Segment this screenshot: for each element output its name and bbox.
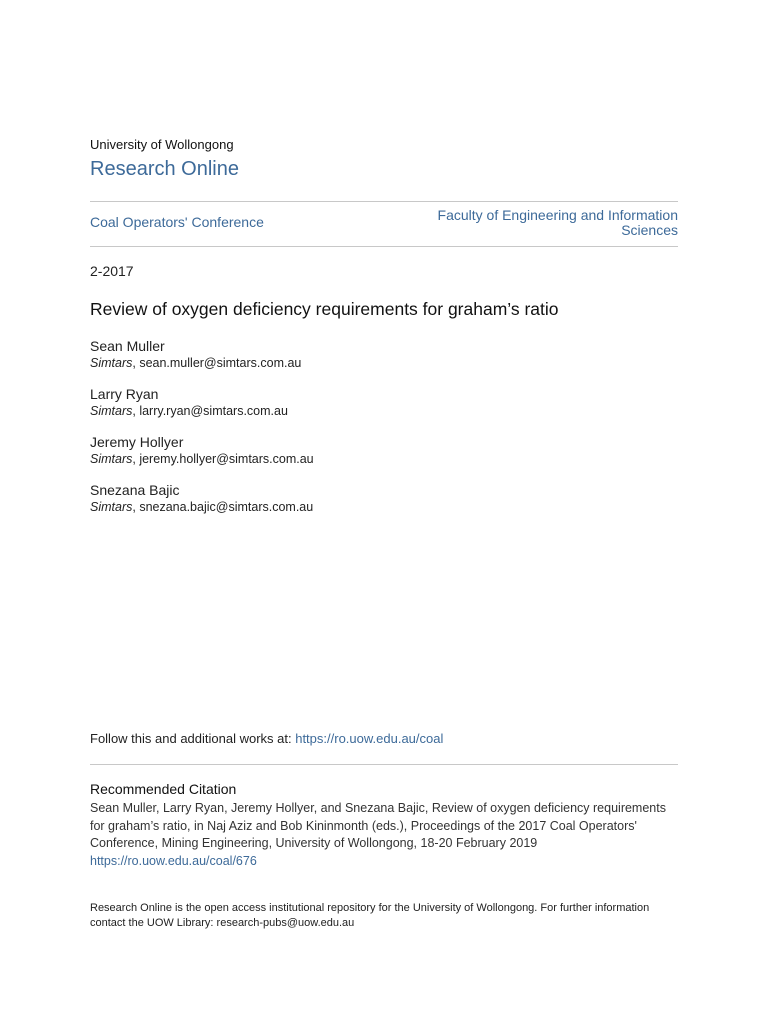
publication-date: 2-2017 — [90, 263, 134, 279]
citation-url-link[interactable]: https://ro.uow.edu.au/coal/676 — [90, 853, 257, 868]
repository-link[interactable]: Research Online — [90, 158, 239, 180]
author-email: , larry.ryan@simtars.com.au — [132, 404, 288, 418]
author-affiliation — [90, 500, 590, 515]
citation-text: Sean Muller, Larry Ryan, Jeremy Hollyer, and Snezana Bajic, Review of oxygen deficiency requirements for graham’s ratio, in Naj Aziz and Bob Kininmonth (eds.), Proceedings of the 2017 Coal Operators' Conference, Mining Engineering, University of Wollongong, 18-20 February 2019 — [90, 801, 666, 850]
citation-heading: Recommended Citation — [90, 781, 237, 797]
divider — [90, 764, 678, 765]
author-name: Jeremy Hollyer — [90, 434, 184, 450]
citation-body — [90, 800, 680, 870]
author-entry — [90, 434, 590, 467]
footer-note: Research Online is the open access institutional repository for the University of Wollongong. For further information contact the UOW Library: research-pubs@uow.edu.au — [90, 902, 650, 929]
divider — [90, 246, 678, 247]
author-name: Sean Muller — [90, 338, 165, 354]
author-affiliation — [90, 452, 590, 467]
author-entry — [90, 482, 590, 515]
author-name: Snezana Bajic — [90, 482, 180, 498]
faculty-link[interactable]: Faculty of Engineering and Information Sciences — [437, 207, 678, 238]
author-entry — [90, 386, 590, 419]
author-name: Larry Ryan — [90, 386, 159, 402]
author-email: , sean.muller@simtars.com.au — [132, 356, 302, 370]
affiliation-name: Simtars — [90, 452, 133, 466]
follow-line — [90, 731, 443, 746]
paper-title: Review of oxygen deficiency requirements for graham’s ratio — [90, 299, 559, 319]
author-affiliation — [90, 404, 590, 419]
divider — [90, 201, 678, 202]
author-affiliation — [90, 356, 590, 371]
affiliation-name: Simtars — [90, 356, 133, 370]
affiliation-name: Simtars — [90, 500, 133, 514]
institution-name: University of Wollongong — [90, 137, 234, 152]
author-entry — [90, 338, 590, 371]
follow-text: Follow this and additional works at: — [90, 731, 296, 746]
author-email: , snezana.bajic@simtars.com.au — [132, 500, 314, 514]
collection-url-link[interactable]: https://ro.uow.edu.au/coal — [295, 731, 444, 746]
affiliation-name: Simtars — [90, 404, 133, 418]
author-email: , jeremy.hollyer@simtars.com.au — [132, 452, 314, 466]
conference-link[interactable]: Coal Operators' Conference — [90, 214, 264, 230]
